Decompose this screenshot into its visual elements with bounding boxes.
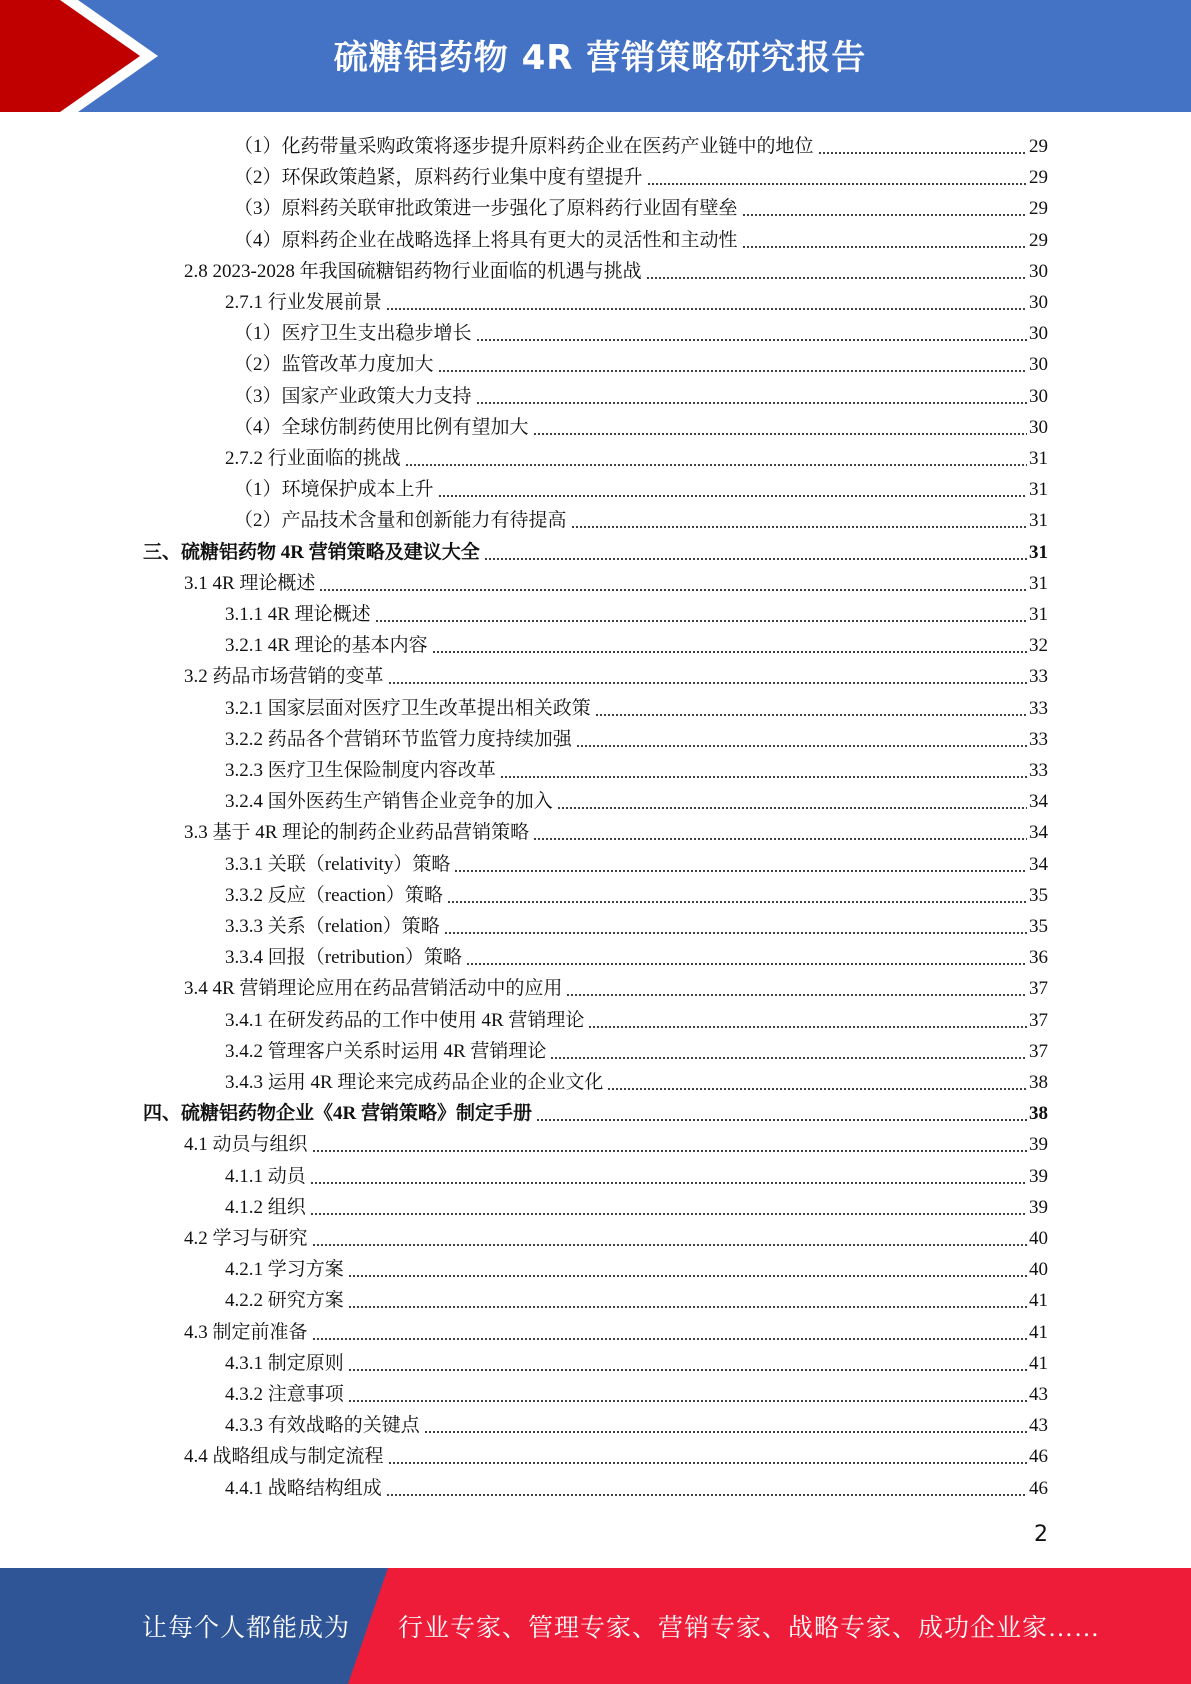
toc-entry-page: 37 (1029, 1040, 1048, 1062)
toc-entry[interactable] (234, 502, 1048, 533)
toc-entry-page: 31 (1029, 572, 1048, 594)
toc-entry[interactable] (225, 908, 1048, 939)
toc-entry[interactable] (225, 690, 1048, 721)
toc-entry[interactable] (234, 409, 1048, 440)
toc-entry-title: 4.3.3 有效战略的关键点 (225, 1415, 420, 1437)
toc-entry[interactable] (234, 471, 1048, 502)
toc-dot-leader (447, 886, 1027, 904)
toc-dot-leader (319, 574, 1027, 592)
toc-dot-leader (557, 792, 1027, 810)
toc-entry-page: 41 (1029, 1321, 1048, 1343)
toc-entry-title: 4.1.2 组织 (225, 1196, 306, 1218)
toc-entry-page: 31 (1029, 448, 1048, 469)
toc-entry-page: 39 (1029, 1134, 1048, 1156)
toc-entry-title: 4.2 学习与研究 (184, 1228, 308, 1249)
toc-entry-title: 三、硫糖铝药物 4R 营销策略及建议大全 (143, 541, 480, 563)
toc-entry[interactable] (225, 783, 1048, 814)
toc-entry[interactable] (225, 627, 1048, 658)
toc-entry-title: 3.3.4 回报（retribution）策略 (225, 947, 462, 969)
toc-entry-title: （1）医疗卫生支出稳步增长 (234, 323, 472, 345)
toc-entry-title: （3）原料药关联审批政策进一步强化了原料药行业固有壁垒 (234, 198, 738, 220)
toc-entry-page: 29 (1029, 167, 1048, 189)
toc-dot-leader (438, 355, 1027, 373)
toc-entry-page: 41 (1029, 1290, 1048, 1312)
toc-entry-page: 37 (1029, 978, 1048, 1000)
toc-dot-leader (432, 636, 1027, 654)
toc-entry[interactable] (225, 596, 1048, 627)
toc-entry-title: 3.1.1 4R 理论概述 (225, 604, 371, 625)
toc-dot-leader (566, 979, 1027, 997)
toc-entry-page: 30 (1029, 292, 1048, 313)
footer-slogan-right: 行业专家、管理专家、营销专家、战略专家、成功企业家…… (398, 1615, 1101, 1642)
toc-entry-page: 39 (1029, 1196, 1048, 1218)
toc-entry-page: 37 (1029, 1009, 1048, 1031)
toc-entry-page: 31 (1029, 541, 1048, 563)
toc-entry[interactable] (225, 284, 1048, 315)
toc-entry-title: 3.2 药品市场营销的变革 (184, 666, 384, 688)
toc-entry[interactable] (184, 1314, 1048, 1345)
toc-entry[interactable] (225, 939, 1048, 970)
toc-entry-title: 4.4.1 战略结构组成 (225, 1477, 382, 1499)
toc-entry-title: （4）原料药企业在战略选择上将具有更大的灵活性和主动性 (234, 229, 738, 251)
toc-dot-leader (386, 1479, 1027, 1497)
toc-entry-title: （1）环境保护成本上升 (234, 479, 434, 501)
toc-dot-leader (348, 1260, 1027, 1278)
toc-entry-page: 46 (1029, 1446, 1048, 1468)
toc-entry-title: 3.4.2 管理客户关系时运用 4R 营销理论 (225, 1040, 547, 1062)
toc-entry[interactable] (184, 1438, 1048, 1469)
toc-dot-leader (536, 1104, 1027, 1122)
toc-dot-leader (348, 1291, 1027, 1309)
toc-entry-title: 3.2.3 医疗卫生保险制度内容改革 (225, 760, 496, 781)
toc-entry-title: （1）化药带量采购政策将逐步提升原料药企业在医药产业链中的地位 (234, 136, 814, 157)
toc-entry[interactable] (234, 222, 1048, 253)
toc-entry[interactable] (225, 1345, 1048, 1376)
toc-entry[interactable] (234, 190, 1048, 221)
toc-dot-leader (818, 137, 1027, 155)
toc-entry-page: 31 (1029, 510, 1048, 532)
toc-entry-title: 3.4.1 在研发药品的工作中使用 4R 营销理论 (225, 1009, 585, 1031)
toc-dot-leader (388, 667, 1027, 685)
toc-entry[interactable] (184, 253, 1048, 284)
toc-entry-title: 3.3.3 关系（relation）策略 (225, 916, 440, 937)
toc-entry[interactable] (225, 721, 1048, 752)
header-red-chevron (0, 0, 145, 112)
toc-entry[interactable] (225, 846, 1048, 877)
toc-entry[interactable] (234, 159, 1048, 190)
toc-entry[interactable] (184, 814, 1048, 845)
toc-entry-title: 3.2.4 国外医药生产销售企业竞争的加入 (225, 791, 553, 813)
toc-dot-leader (386, 293, 1027, 311)
toc-dot-leader (607, 1073, 1027, 1091)
toc-entry-title: 4.3.1 制定原则 (225, 1352, 344, 1374)
toc-entry[interactable] (234, 128, 1048, 159)
toc-entry-title: 4.1.1 动员 (225, 1165, 306, 1187)
toc-entry-page: 38 (1029, 1103, 1048, 1125)
toc-entry-page: 39 (1029, 1165, 1048, 1187)
toc-entry-page: 35 (1029, 916, 1048, 937)
toc-dot-leader (476, 387, 1027, 405)
toc-entry-page: 40 (1029, 1259, 1048, 1281)
toc-entry-page: 29 (1029, 229, 1048, 251)
toc-entry-page: 30 (1029, 260, 1048, 282)
toc-entry-page: 31 (1029, 479, 1048, 501)
toc-entry[interactable] (225, 1033, 1048, 1064)
toc-entry[interactable] (184, 970, 1048, 1001)
toc-dot-leader (550, 1042, 1027, 1060)
toc-entry-title: 3.3 基于 4R 理论的制药企业药品营销策略 (184, 822, 530, 844)
toc-entry-page: 46 (1029, 1477, 1048, 1499)
page-number: 2 (1034, 1522, 1048, 1547)
toc-dot-leader (742, 199, 1027, 217)
toc-entry-title: 4.2.1 学习方案 (225, 1259, 344, 1281)
toc-entry-page: 30 (1029, 385, 1048, 407)
toc-entry-page: 43 (1029, 1384, 1048, 1405)
toc-dot-leader (388, 1447, 1027, 1465)
toc-dot-leader (375, 605, 1027, 623)
page-footer (0, 1568, 1191, 1684)
toc-entry[interactable] (225, 440, 1048, 471)
toc-dot-leader (533, 823, 1027, 841)
toc-dot-leader (424, 1416, 1027, 1434)
toc-entry[interactable] (234, 346, 1048, 377)
toc-entry-title: 3.1 4R 理论概述 (184, 572, 316, 594)
toc-entry-page: 33 (1029, 760, 1048, 781)
toc-dot-leader (576, 730, 1027, 748)
toc-entry-page: 29 (1029, 136, 1048, 157)
toc-entry-page: 34 (1029, 822, 1048, 844)
toc-entry-page: 29 (1029, 198, 1048, 220)
toc-entry[interactable] (225, 1158, 1048, 1189)
toc-dot-leader (500, 761, 1027, 779)
toc-entry-title: 3.2.1 国家层面对医疗卫生改革提出相关政策 (225, 697, 591, 719)
toc-entry[interactable] (225, 1470, 1048, 1501)
toc-entry-page: 34 (1029, 791, 1048, 813)
toc-entry-page: 33 (1029, 666, 1048, 688)
toc-entry[interactable] (184, 565, 1048, 596)
toc-dot-leader (312, 1229, 1027, 1247)
toc-dot-leader (571, 511, 1027, 529)
toc-entry-title: （2）产品技术含量和创新能力有待提高 (234, 510, 567, 532)
toc-entry-title: （4）全球仿制药使用比例有望加大 (234, 416, 529, 438)
toc-entry-title: 4.3.2 注意事项 (225, 1384, 344, 1405)
toc-dot-leader (310, 1167, 1027, 1185)
toc-dot-leader (444, 917, 1027, 935)
toc-entry-page: 36 (1029, 947, 1048, 969)
report-title: 硫糖铝药物 4R 营销策略研究报告 (333, 38, 867, 78)
toc-entry[interactable] (184, 1220, 1048, 1251)
toc-entry-page: 31 (1029, 604, 1048, 625)
toc-entry-title: 3.2.2 药品各个营销环节监管力度持续加强 (225, 728, 572, 750)
toc-entry[interactable] (225, 1251, 1048, 1282)
toc-entry[interactable] (225, 1376, 1048, 1407)
toc-entry-page: 30 (1029, 354, 1048, 376)
toc-dot-leader (588, 1011, 1027, 1029)
toc-entry-title: 四、硫糖铝药物企业《4R 营销策略》制定手册 (143, 1103, 532, 1125)
toc-dot-leader (348, 1354, 1027, 1372)
toc-dot-leader (466, 948, 1027, 966)
toc-entry-title: 3.4 4R 营销理论应用在药品营销活动中的应用 (184, 978, 563, 1000)
toc-dot-leader (348, 1385, 1027, 1403)
toc-entry[interactable] (225, 1282, 1048, 1313)
toc-entry[interactable] (184, 658, 1048, 689)
toc-dot-leader (312, 1135, 1027, 1153)
toc-entry-title: （3）国家产业政策大力支持 (234, 385, 472, 407)
toc-entry-page: 33 (1029, 728, 1048, 750)
toc-dot-leader (405, 449, 1027, 467)
toc-entry[interactable] (225, 1189, 1048, 1220)
toc-entry[interactable] (225, 752, 1048, 783)
toc-entry-page: 30 (1029, 416, 1048, 438)
toc-entry-title: 2.7.1 行业发展前景 (225, 292, 382, 313)
toc-entry-title: 3.2.1 4R 理论的基本内容 (225, 635, 428, 657)
toc-entry[interactable] (225, 1064, 1048, 1095)
toc-dot-leader (310, 1198, 1027, 1216)
toc-entry-title: 2.8 2023-2028 年我国硫糖铝药物行业面临的机遇与挑战 (184, 260, 642, 282)
toc-entry-page: 34 (1029, 853, 1048, 875)
toc-entry-title: 4.3 制定前准备 (184, 1321, 308, 1343)
toc-entry[interactable] (234, 378, 1048, 409)
toc-entry[interactable] (225, 1407, 1048, 1438)
toc-entry-page: 30 (1029, 323, 1048, 345)
toc-entry-page: 40 (1029, 1228, 1048, 1249)
toc-entry-page: 33 (1029, 697, 1048, 719)
toc-entry-title: 2.7.2 行业面临的挑战 (225, 448, 401, 469)
toc-dot-leader (454, 855, 1027, 873)
toc-entry-page: 35 (1029, 884, 1048, 906)
toc-dot-leader (595, 699, 1027, 717)
toc-entry-page: 38 (1029, 1072, 1048, 1093)
toc-entry-title: 3.3.1 关联（relativity）策略 (225, 853, 451, 875)
toc-entry-page: 43 (1029, 1415, 1048, 1437)
toc-entry-title: 3.3.2 反应（reaction）策略 (225, 884, 443, 906)
toc-entry[interactable] (184, 1126, 1048, 1157)
toc-entry-page: 32 (1029, 635, 1048, 657)
toc-dot-leader (312, 1323, 1027, 1341)
toc-entry[interactable] (225, 877, 1048, 908)
toc-entry-title: （2）监管改革力度加大 (234, 354, 434, 376)
footer-slogan-left: 让每个人都能成为 (142, 1615, 351, 1642)
toc-dot-leader (647, 168, 1027, 186)
toc-entry-page: 41 (1029, 1352, 1048, 1374)
toc-entry[interactable] (143, 1095, 1048, 1126)
toc-entry-title: （2）环保政策趋紧，原料药行业集中度有望提升 (234, 167, 643, 189)
toc-entry[interactable] (225, 1002, 1048, 1033)
toc-entry-title: 4.2.2 研究方案 (225, 1290, 344, 1312)
toc-dot-leader (646, 262, 1027, 280)
toc-entry-title: 4.1 动员与组织 (184, 1134, 308, 1156)
toc-entry-title: 3.4.3 运用 4R 理论来完成药品企业的企业文化 (225, 1072, 604, 1093)
toc-entry-title: 4.4 战略组成与制定流程 (184, 1446, 384, 1468)
toc-dot-leader (533, 418, 1027, 436)
toc-entry[interactable] (143, 534, 1048, 565)
toc-dot-leader (438, 480, 1027, 498)
page-header (0, 0, 1191, 112)
toc-entry[interactable] (234, 315, 1048, 346)
toc-dot-leader (742, 231, 1027, 249)
toc-dot-leader (476, 324, 1027, 342)
toc-dot-leader (484, 543, 1027, 561)
